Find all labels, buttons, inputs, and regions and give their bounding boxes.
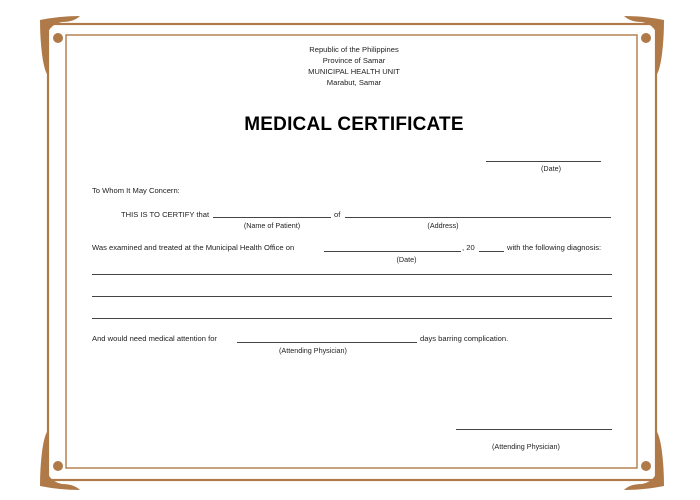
attention-prefix: And would need medical attention for: [92, 334, 217, 343]
header-line-republic: Republic of the Philippines: [309, 45, 399, 54]
exam-year-prefix: , 20: [462, 243, 475, 252]
attention-suffix: days barring complication.: [420, 334, 509, 343]
header-line-province: Province of Samar: [322, 56, 386, 65]
attention-days-line[interactable]: [237, 342, 417, 343]
diagnosis-line[interactable]: [92, 318, 612, 319]
signature-caption: (Attending Physician): [492, 442, 560, 451]
header-line-unit: MUNICIPAL HEALTH UNIT: [308, 67, 400, 76]
exam-date-line[interactable]: [324, 251, 461, 252]
diagnosis-line[interactable]: [92, 274, 612, 275]
salutation: To Whom It May Concern:: [92, 186, 180, 195]
attention-caption: (Attending Physician): [279, 346, 347, 355]
address-line[interactable]: [345, 217, 611, 218]
patient-name-line[interactable]: [213, 217, 331, 218]
header-line-municipality: Marabut, Samar: [326, 78, 382, 87]
certify-prefix: THIS IS TO CERTIFY that: [121, 210, 210, 219]
page-title: MEDICAL CERTIFICATE: [244, 114, 464, 135]
signature-line[interactable]: [456, 429, 612, 430]
certify-of: of: [334, 210, 341, 219]
patient-name-caption: (Name of Patient): [243, 221, 301, 230]
date-caption: (Date): [541, 164, 561, 173]
address-caption: (Address): [427, 221, 459, 230]
issuer-header: [0, 44, 700, 88]
diagnosis-line[interactable]: [92, 296, 612, 297]
exam-prefix: Was examined and treated at the Municipal Health Office on: [92, 243, 295, 252]
date-field-line[interactable]: [486, 161, 601, 162]
exam-year-line[interactable]: [479, 251, 504, 252]
exam-date-caption: (Date): [396, 255, 417, 264]
exam-suffix: with the following diagnosis:: [507, 243, 602, 252]
